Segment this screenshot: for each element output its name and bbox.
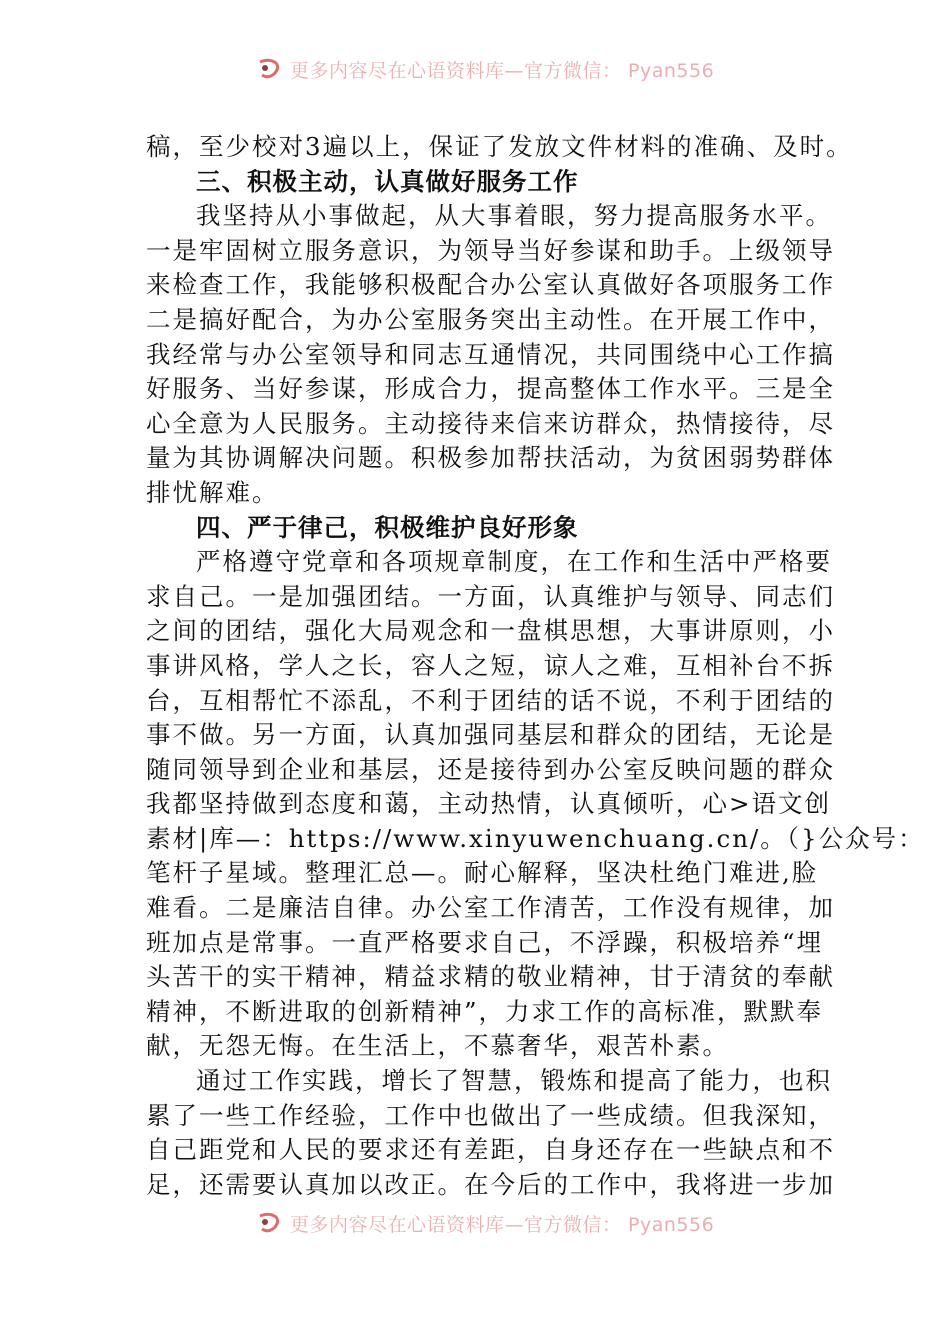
document-body: [146, 130, 925, 1202]
text-line: 排忧解难。: [146, 477, 279, 507]
text-line: 班加点是常事。一直严格要求自己，不浮躁，积极培养“埋: [146, 927, 824, 957]
watermark-header: [256, 54, 776, 84]
text-line: 来检查工作，我能够积极配合办公室认真做好各项服务工作: [146, 270, 835, 300]
watermark-footer: [256, 1208, 776, 1238]
text-line: 通过工作实践，增长了智慧，锻炼和提高了能力，也积: [196, 1066, 832, 1096]
text-line: 难看。二是廉洁自律。办公室工作清苦，工作没有规律，加: [146, 893, 835, 923]
text-line: 事不做。另一方面，认真加强同基层和群众的团结，无论是: [146, 720, 835, 750]
text-line: 一是牢固树立服务意识，为领导当好参谋和助手。上级领导: [146, 235, 835, 265]
text-line: 累了一些工作经验，工作中也做出了一些成绩。但我深知，: [146, 1100, 835, 1130]
text-line: 稿，至少校对3遍以上，保证了发放文件材料的准确、及时。: [146, 132, 853, 161]
text-line: 事讲风格，学人之长，容人之短，谅人之难，互相补台不拆: [146, 650, 835, 680]
text-line: 求自己。一是加强团结。一方面，认真维护与领导、同志们: [146, 581, 835, 611]
text-line: 量为其协调解决问题。积极参加帮扶活动，为贫困弱势群体: [146, 443, 835, 473]
text-line: 心全意为人民服务。主动接待来信来访群众，热情接待，尽: [146, 408, 835, 438]
text-line: 我坚持从小事做起，从大事着眼，努力提高服务水平。: [196, 201, 832, 231]
logo-icon: [256, 56, 282, 82]
text-line: 献，无怨无悔。在生活上，不慕奢华，艰苦朴素。: [146, 1031, 729, 1061]
text-line: 台，互相帮忙不添乱，不利于团结的话不说，不利于团结的: [146, 685, 835, 715]
watermark-text: 更多内容尽在心语资料库—官方微信： Pyan556: [290, 59, 715, 82]
logo-icon: [256, 1210, 282, 1236]
text-line: 笔杆子星域。整理汇总—。耐心解释，坚决杜绝门难进,脸: [146, 858, 819, 888]
text-line: 精神，不断进取的创新精神”，力求工作的高标准，默默奉: [146, 996, 824, 1026]
text-line: 之间的团结，强化大局观念和一盘棋思想，大事讲原则，小: [146, 616, 835, 646]
text-line: 素材|库—：https://www.xinyuwenchuang.cn/。（}公众号：: [146, 823, 925, 853]
text-line: 二是搞好配合，为办公室服务突出主动性。在开展工作中，: [146, 304, 835, 334]
section-heading: 三、积极主动，认真做好服务工作: [196, 166, 579, 196]
text-line: 严格遵守党章和各项规章制度，在工作和生活中严格要: [196, 547, 832, 577]
watermark-text: 更多内容尽在心语资料库—官方微信： Pyan556: [290, 1213, 715, 1236]
text-line: 我经常与办公室领导和同志互通情况，共同围绕中心工作搞: [146, 339, 835, 369]
text-line: 我都坚持做到态度和蔼，主动热情，认真倾听，心>语文创: [146, 789, 832, 819]
text-line: 头苦干的实干精神，精益求精的敬业精神，甘于清贫的奉献: [146, 962, 835, 992]
text-line: 随同领导到企业和基层，还是接待到办公室反映问题的群众: [146, 754, 835, 784]
text-line: 好服务、当好参谋，形成合力，提高整体工作水平。三是全: [146, 374, 835, 404]
section-heading: 四、严于律己，积极维护良好形象: [196, 512, 579, 542]
text-line: 足，还需要认真加以改正。在今后的工作中，我将进一步加: [146, 1169, 835, 1199]
text-line: 自己距党和人民的要求还有差距，自身还存在一些缺点和不: [146, 1135, 835, 1165]
